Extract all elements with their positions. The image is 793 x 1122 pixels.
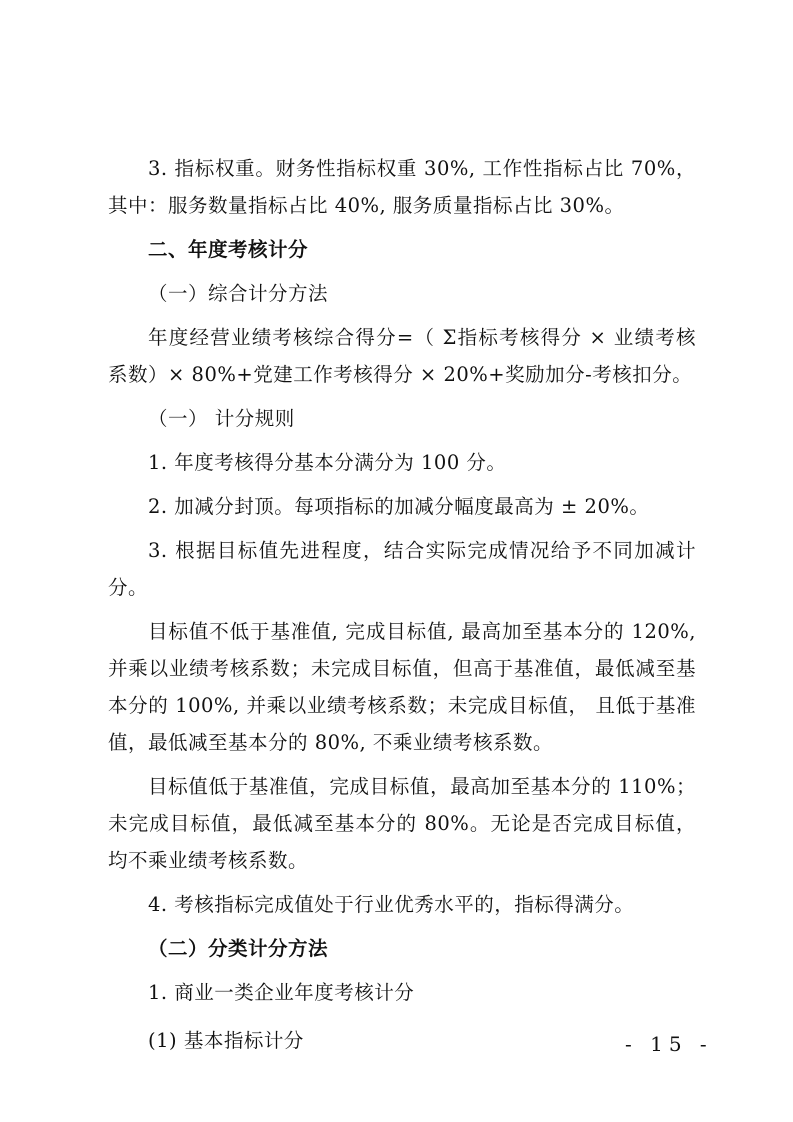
subsection-heading-classified-method: （二）分类计分方法 bbox=[148, 937, 329, 960]
paragraph-indicator-weights: 3. 指标权重。财务性指标权重 30%, 工作性指标占比 70%， 其中：服务数量指标占比 40%, 服务质量指标占比 30%。 bbox=[108, 157, 696, 217]
section-heading-annual-scoring: 二、年度考核计分 bbox=[148, 238, 309, 261]
item-commercial-class-one-scoring: 1. 商业一类企业年度考核计分 bbox=[148, 981, 415, 1004]
rule-item-4: 4. 考核指标完成值处于行业优秀水平的，指标得满分。 bbox=[148, 893, 635, 916]
rule-item-1: 1. 年度考核得分基本分满分为 100 分。 bbox=[148, 451, 507, 474]
subsection-heading-scoring-rules: （一） 计分规则 bbox=[148, 407, 295, 430]
paragraph-target-below-benchmark: 目标值低于基准值，完成目标值，最高加至基本分的 110%；未完成目标值，最低减至基本分的 80%。无论是否完成目标值，均不乘业绩考核系数。 bbox=[108, 775, 696, 872]
paragraph-composite-score-formula: 年度经营业绩考核综合得分=（ Σ指标考核得分 × 业绩考核系数）× 80%+党建工作考核得分 × 20%+奖励加分-考核扣分。 bbox=[108, 326, 696, 386]
document-body bbox=[108, 150, 696, 1059]
rule-item-3: 3. 根据目标值先进程度，结合实际完成情况给予不同加减计分。 bbox=[108, 539, 696, 599]
paragraph-target-not-below-benchmark: 目标值不低于基准值, 完成目标值, 最高加至基本分的 120%, 并乘以业绩考核系数；未完成目标值，但高于基准值，最低减至基本分的 100%, 并乘以业绩考核系数；未完成目标值， 且低于基准值，最低减至基本分的 80%, 不乘业绩考核系数。 bbox=[108, 620, 696, 754]
item-basic-indicator-scoring: (1) 基本指标计分 bbox=[148, 1029, 304, 1052]
subsection-heading-comprehensive-method: （一）综合计分方法 bbox=[148, 282, 329, 305]
page-number: - 15 - bbox=[625, 1032, 713, 1056]
rule-item-2: 2. 加减分封顶。每项指标的加减分幅度最高为 ± 20%。 bbox=[148, 495, 650, 518]
